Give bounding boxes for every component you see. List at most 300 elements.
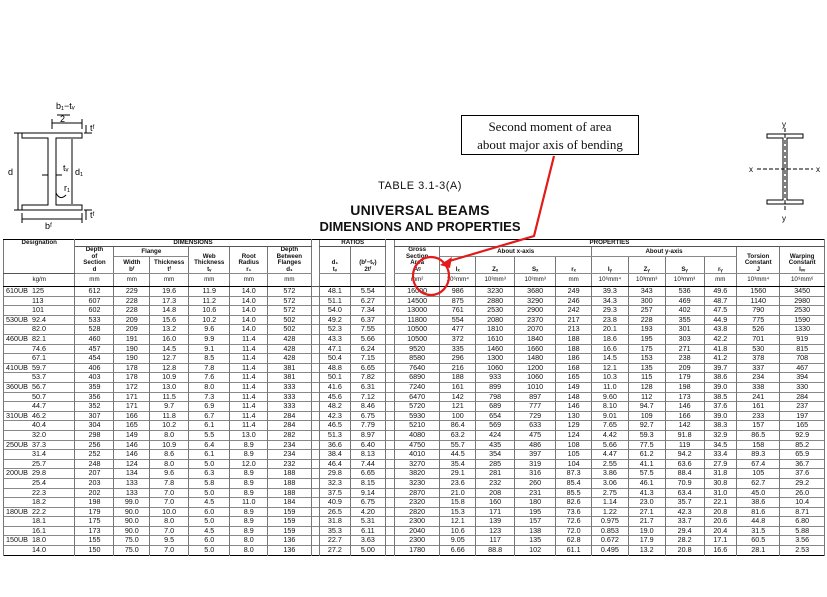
callout-line-2: about major axis of bending	[477, 137, 623, 152]
value-cell: 4010	[394, 450, 439, 460]
table-row	[4, 430, 825, 440]
value-cell: 352	[75, 402, 114, 412]
value-cell: 1460	[476, 344, 515, 354]
value-cell: 33.7	[665, 517, 704, 527]
value-cell: 28.1	[737, 546, 780, 556]
value-cell: 307	[75, 411, 114, 421]
value-cell: 6.0	[189, 536, 230, 546]
value-cell: 188	[556, 335, 592, 345]
value-cell: 2320	[394, 498, 439, 508]
value-cell: 31.8	[704, 469, 736, 479]
value-cell: 5.0	[189, 459, 230, 469]
value-cell: 729	[515, 411, 556, 421]
value-cell: 150	[75, 546, 114, 556]
value-cell: 91.8	[665, 430, 704, 440]
value-cell: 569	[476, 421, 515, 431]
value-cell: 14.5	[150, 344, 189, 354]
value-cell: 282	[268, 430, 311, 440]
unit-cell: mm	[189, 274, 230, 287]
value-cell: 3.63	[350, 536, 386, 546]
value-cell: 2530	[780, 306, 825, 316]
table-row	[4, 411, 825, 421]
spacer-cell	[386, 546, 395, 556]
value-cell: 195	[628, 335, 665, 345]
unit-cell: 10⁶mm⁴	[440, 274, 476, 287]
value-cell: 2900	[515, 306, 556, 316]
designation-cell	[4, 469, 75, 479]
value-cell: 36.6	[320, 440, 350, 450]
value-cell: 2870	[394, 488, 439, 498]
value-cell: 428	[268, 335, 311, 345]
spacer-cell	[311, 392, 320, 402]
value-cell: 90.0	[114, 517, 150, 527]
value-cell: 761	[440, 306, 476, 316]
value-cell: 22.1	[704, 498, 736, 508]
value-cell: 193	[628, 325, 665, 335]
value-cell: 7.12	[350, 392, 386, 402]
section-label: 530UB	[6, 315, 28, 324]
value-cell: 8.46	[350, 402, 386, 412]
table-label: TABLE 3.1-3(A)	[378, 180, 462, 192]
value-cell: 7.8	[189, 363, 230, 373]
value-cell: 161	[737, 402, 780, 412]
header-ratio-2: (bᶠ−tᵥ) 2tᶠ	[350, 247, 386, 274]
value-cell: 92.9	[780, 430, 825, 440]
value-cell: 39.3	[591, 287, 628, 297]
value-cell: 12.8	[150, 363, 189, 373]
value-cell: 11.4	[230, 421, 268, 431]
value-cell: 191	[114, 335, 150, 345]
value-cell: 9.05	[440, 536, 476, 546]
value-cell: 4.47	[591, 450, 628, 460]
value-cell: 148	[556, 392, 592, 402]
value-cell: 9.5	[150, 536, 189, 546]
value-cell: 477	[440, 325, 476, 335]
value-cell: 160	[476, 498, 515, 508]
value-cell: 333	[268, 382, 311, 392]
value-cell: 188	[440, 373, 476, 383]
header-depth: Depth of Section d	[75, 247, 114, 274]
value-cell: 27.9	[704, 459, 736, 469]
designation-cell	[4, 488, 75, 498]
unit-cell: 10³mm³	[476, 274, 515, 287]
designation-cell	[4, 315, 75, 325]
value-cell: 1780	[394, 546, 439, 556]
value-cell: 899	[476, 382, 515, 392]
value-cell: 300	[628, 296, 665, 306]
value-cell: 105	[556, 450, 592, 460]
value-cell: 159	[268, 507, 311, 517]
value-cell: 6.11	[350, 526, 386, 536]
value-cell: 10.3	[591, 373, 628, 383]
table-row	[4, 325, 825, 335]
value-cell: 9.14	[350, 488, 386, 498]
header-thickness: Thickness tᶠ	[150, 256, 189, 273]
spacer-cell	[311, 325, 320, 335]
value-cell: 49.6	[704, 287, 736, 297]
value-cell: 1660	[515, 344, 556, 354]
value-cell: 394	[780, 373, 825, 383]
value-cell: 304	[75, 421, 114, 431]
value-cell: 536	[665, 287, 704, 297]
value-cell: 146	[556, 402, 592, 412]
value-cell: 7.65	[591, 421, 628, 431]
value-cell: 338	[737, 382, 780, 392]
value-cell: 16.6	[591, 344, 628, 354]
value-cell: 708	[780, 354, 825, 364]
value-cell: 454	[75, 354, 114, 364]
value-cell: 5.66	[591, 440, 628, 450]
value-cell: 7240	[394, 382, 439, 392]
value-cell: 10.0	[150, 507, 189, 517]
value-cell: 117	[476, 536, 515, 546]
value-cell: 209	[114, 315, 150, 325]
value-cell: 1300	[476, 354, 515, 364]
value-cell: 6.66	[440, 546, 476, 556]
value-cell: 1060	[476, 363, 515, 373]
table-row	[4, 344, 825, 354]
table-row	[4, 382, 825, 392]
value-cell: 11.4	[230, 382, 268, 392]
value-cell: 0.672	[591, 536, 628, 546]
designation-cell	[4, 517, 75, 527]
mass-value: 53.7	[32, 372, 46, 382]
axis-diagram	[745, 120, 825, 230]
value-cell: 27.1	[628, 507, 665, 517]
value-cell: 5210	[394, 421, 439, 431]
value-cell: 44.5	[440, 450, 476, 460]
value-cell: 20.1	[591, 325, 628, 335]
table-row	[4, 517, 825, 527]
value-cell: 23.6	[440, 478, 476, 488]
value-cell: 3680	[515, 287, 556, 297]
header-sx: Sₓ	[515, 256, 556, 273]
value-cell: 146	[114, 440, 150, 450]
value-cell: 54.0	[320, 306, 350, 316]
value-cell: 6.31	[350, 382, 386, 392]
spacer-cell	[386, 373, 395, 383]
value-cell: 13.0	[230, 430, 268, 440]
section-label: 610UB	[6, 286, 28, 296]
value-cell: 6.7	[189, 411, 230, 421]
value-cell: 29.3	[591, 306, 628, 316]
value-cell: 92.7	[628, 421, 665, 431]
unit-cell: mm	[704, 274, 736, 287]
value-cell: 397	[515, 450, 556, 460]
value-cell: 9520	[394, 344, 439, 354]
value-cell: 6.0	[189, 507, 230, 517]
unit-cell: kg/m	[4, 274, 75, 287]
value-cell: 2.55	[591, 459, 628, 469]
value-cell: 460	[75, 335, 114, 345]
value-cell: 502	[268, 315, 311, 325]
designation-cell	[4, 507, 75, 517]
dim-label-tf-bottom: tᶠ	[90, 210, 95, 220]
value-cell: 8.9	[230, 488, 268, 498]
value-cell: 11.2	[189, 296, 230, 306]
value-cell: 17.1	[704, 536, 736, 546]
value-cell: 15.8	[440, 498, 476, 508]
value-cell: 5.31	[350, 517, 386, 527]
value-cell: 44.8	[737, 517, 780, 527]
spacer-cell	[311, 344, 320, 354]
i-section-diagram	[0, 95, 130, 235]
spacer-cell	[386, 469, 395, 479]
value-cell: 29.4	[665, 526, 704, 536]
value-cell: 157	[737, 421, 780, 431]
value-cell: 134	[114, 469, 150, 479]
value-cell: 281	[476, 469, 515, 479]
dim-label-flange-outstand: b₁−tᵥ	[56, 101, 75, 111]
spacer-cell	[386, 488, 395, 498]
mass-value: 16.1	[32, 526, 46, 535]
value-cell: 2070	[515, 325, 556, 335]
value-cell: 13000	[394, 306, 439, 316]
unit-cell: mm	[114, 274, 150, 287]
value-cell: 4.20	[350, 507, 386, 517]
value-cell: 30.8	[704, 478, 736, 488]
value-cell: 256	[75, 440, 114, 450]
value-cell: 19.6	[150, 287, 189, 297]
value-cell: 180	[515, 498, 556, 508]
value-cell: 403	[75, 373, 114, 383]
value-cell: 34.3	[591, 296, 628, 306]
value-cell: 5.0	[189, 488, 230, 498]
value-cell: 21.7	[628, 517, 665, 527]
table-row	[4, 306, 825, 316]
value-cell: 3.06	[591, 478, 628, 488]
axis-label-y-bottom: y	[782, 214, 786, 223]
value-cell: 6.40	[350, 440, 386, 450]
unit-cell: mm	[150, 274, 189, 287]
value-cell: 5.0	[189, 517, 230, 527]
value-cell: 5.0	[189, 546, 230, 556]
value-cell: 9.1	[189, 344, 230, 354]
designation-cell	[4, 440, 75, 450]
value-cell: 65.9	[780, 450, 825, 460]
spacer-cell	[311, 411, 320, 421]
spacer-cell	[386, 478, 395, 488]
designation-cell	[4, 296, 75, 306]
value-cell: 296	[440, 354, 476, 364]
value-cell: 528	[75, 325, 114, 335]
value-cell: 11.4	[230, 344, 268, 354]
value-cell: 18.6	[591, 335, 628, 345]
value-cell: 38.3	[704, 421, 736, 431]
value-cell: 26.0	[780, 488, 825, 498]
value-cell: 14.0	[230, 296, 268, 306]
value-cell: 319	[515, 459, 556, 469]
mass-value: 125	[32, 286, 44, 296]
designation-cell	[4, 536, 75, 546]
value-cell: 22.7	[320, 536, 350, 546]
value-cell: 129	[556, 421, 592, 431]
value-cell: 7.79	[350, 421, 386, 431]
value-cell: 7.0	[150, 526, 189, 536]
value-cell: 36.7	[780, 459, 825, 469]
value-cell: 469	[665, 296, 704, 306]
table-row	[4, 536, 825, 546]
value-cell: 72.6	[556, 517, 592, 527]
value-cell: 16.6	[704, 546, 736, 556]
value-cell: 157	[515, 517, 556, 527]
value-cell: 5.88	[780, 526, 825, 536]
section-label: 360UB	[6, 382, 28, 391]
header-torsion: Torsion Constant J	[737, 247, 780, 274]
value-cell: 333	[268, 402, 311, 412]
table-row	[4, 287, 825, 297]
value-cell: 44.9	[704, 315, 736, 325]
value-cell: 572	[268, 296, 311, 306]
value-cell: 112	[628, 392, 665, 402]
value-cell: 7.15	[350, 354, 386, 364]
table-row	[4, 507, 825, 517]
value-cell: 3270	[394, 459, 439, 469]
callout-box	[461, 115, 639, 155]
value-cell: 9.7	[150, 402, 189, 412]
value-cell: 31.5	[737, 526, 780, 536]
value-cell: 43.3	[320, 335, 350, 345]
value-cell: 7640	[394, 363, 439, 373]
value-cell: 12.1	[591, 363, 628, 373]
section-label: 250UB	[6, 440, 28, 449]
value-cell: 8.9	[230, 478, 268, 488]
mass-value: 18.1	[32, 516, 46, 526]
value-cell: 5.54	[350, 287, 386, 297]
value-cell: 72.0	[556, 526, 592, 536]
spacer-cell	[386, 315, 395, 325]
value-cell: 8.9	[230, 469, 268, 479]
value-cell: 502	[268, 325, 311, 335]
value-cell: 1560	[737, 287, 780, 297]
value-cell: 85.5	[556, 488, 592, 498]
value-cell: 7.55	[350, 325, 386, 335]
value-cell: 6.75	[350, 498, 386, 508]
mass-value: 44.7	[32, 401, 46, 411]
value-cell: 7.82	[350, 373, 386, 383]
designation-cell	[4, 287, 75, 297]
header-iy: Iᵧ	[591, 256, 628, 273]
value-cell: 6.1	[189, 421, 230, 431]
value-cell: 41.6	[320, 382, 350, 392]
value-cell: 61.1	[556, 546, 592, 556]
value-cell: 4750	[394, 440, 439, 450]
value-cell: 10.6	[189, 306, 230, 316]
value-cell: 47.1	[320, 344, 350, 354]
value-cell: 155	[75, 536, 114, 546]
value-cell: 35.3	[320, 526, 350, 536]
value-cell: 48.2	[320, 402, 350, 412]
value-cell: 94.2	[665, 450, 704, 460]
value-cell: 6890	[394, 373, 439, 383]
designation-cell	[4, 546, 75, 556]
value-cell: 875	[440, 296, 476, 306]
value-cell: 10.2	[189, 315, 230, 325]
unit-cell: 10³mm³	[628, 274, 665, 287]
value-cell: 75.0	[114, 546, 150, 556]
value-cell: 188	[268, 488, 311, 498]
mass-value: 18.0	[32, 535, 46, 545]
spacer-cell	[386, 411, 395, 421]
value-cell: 8.9	[230, 517, 268, 527]
value-cell: 188	[268, 469, 311, 479]
value-cell: 31.8	[320, 517, 350, 527]
value-cell: 11.4	[230, 411, 268, 421]
value-cell: 184	[268, 498, 311, 508]
callout-line-1: Second moment of area	[488, 119, 612, 134]
value-cell: 40.9	[320, 498, 350, 508]
value-cell: 124	[556, 430, 592, 440]
value-cell: 12.1	[440, 517, 476, 527]
spacer-cell	[386, 526, 395, 536]
mass-value: 67.1	[32, 353, 46, 363]
value-cell: 20.4	[704, 526, 736, 536]
value-cell: 356	[75, 392, 114, 402]
value-cell: 3.56	[780, 536, 825, 546]
value-cell: 284	[780, 392, 825, 402]
value-cell: 8.10	[591, 402, 628, 412]
value-cell: 32.9	[704, 430, 736, 440]
value-cell: 3290	[515, 296, 556, 306]
value-cell: 335	[440, 344, 476, 354]
spacer-cell	[311, 315, 320, 325]
value-cell: 213	[556, 325, 592, 335]
value-cell: 197	[780, 411, 825, 421]
value-cell: 303	[665, 335, 704, 345]
section-label: 200UB	[6, 468, 28, 478]
value-cell: 6.3	[189, 469, 230, 479]
header-ry: rᵧ	[704, 256, 736, 273]
value-cell: 119	[665, 440, 704, 450]
value-cell: 257	[628, 306, 665, 316]
spacer-cell	[386, 296, 395, 306]
section-label: 180UB	[6, 507, 28, 516]
value-cell: 428	[268, 344, 311, 354]
value-cell: 284	[268, 411, 311, 421]
value-cell: 8.0	[230, 536, 268, 546]
unit-cell: mm	[556, 274, 592, 287]
value-cell: 8.9	[230, 507, 268, 517]
designation-cell	[4, 363, 75, 373]
unit-cell: 10³mm⁴	[737, 274, 780, 287]
value-cell: 159	[268, 517, 311, 527]
value-cell: 4080	[394, 430, 439, 440]
designation-cell	[4, 306, 75, 316]
header-gross: Gross Section Area Aᵍ	[394, 247, 439, 274]
axis-label-y-top: y	[782, 120, 786, 129]
value-cell: 94.7	[628, 402, 665, 412]
spacer-cell	[311, 507, 320, 517]
value-cell: 2.75	[591, 488, 628, 498]
header-web: Web Thickness tᵥ	[189, 247, 230, 274]
value-cell: 6.1	[189, 450, 230, 460]
value-cell: 23.8	[591, 315, 628, 325]
table-row	[4, 392, 825, 402]
value-cell: 42.3	[665, 507, 704, 517]
value-cell: 428	[268, 354, 311, 364]
value-cell: 775	[737, 315, 780, 325]
value-cell: 2980	[780, 296, 825, 306]
designation-cell	[4, 430, 75, 440]
value-cell: 378	[737, 354, 780, 364]
value-cell: 234	[268, 440, 311, 450]
value-cell: 142	[440, 392, 476, 402]
designation-cell	[4, 402, 75, 412]
value-cell: 165	[114, 421, 150, 431]
value-cell: 42.2	[704, 335, 736, 345]
value-cell: 9.6	[189, 325, 230, 335]
value-cell: 42.3	[320, 411, 350, 421]
